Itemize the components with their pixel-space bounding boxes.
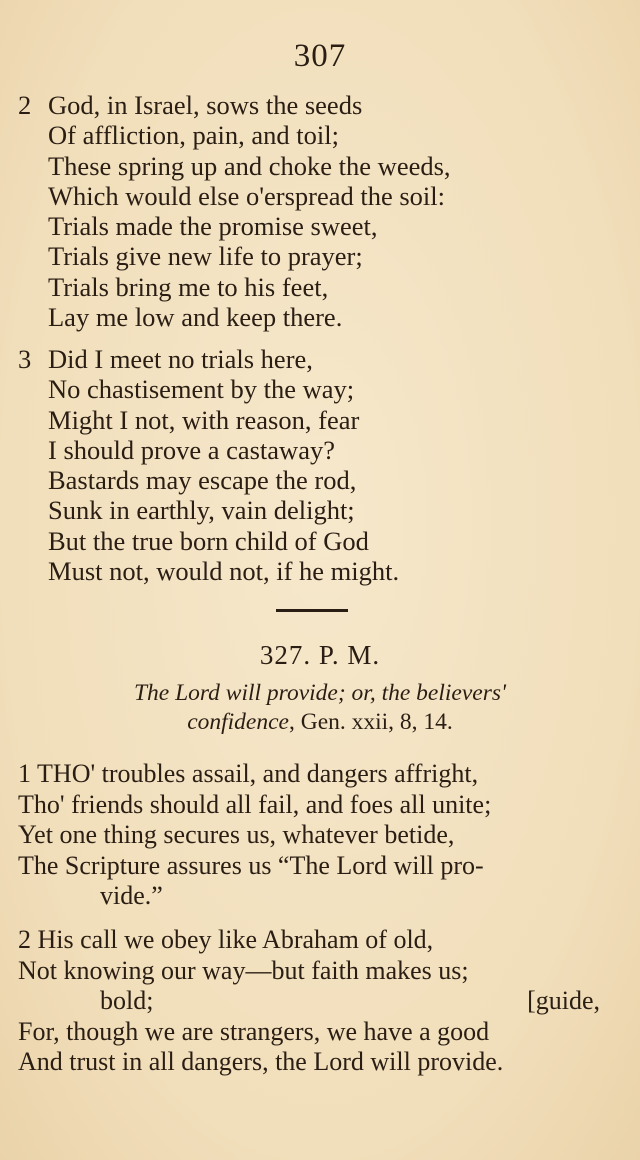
verse-turnunder: [guide,	[527, 986, 600, 1015]
verse-line: No chastisement by the way;	[48, 374, 355, 405]
verse-line: Lay me low and keep there.	[48, 302, 343, 333]
verse-line: Might I not, with reason, fear	[48, 404, 360, 435]
verse-line: Tho' friends should all fail, and foes all unite;	[18, 789, 492, 819]
verse-line	[18, 759, 491, 790]
page-number: 307	[293, 38, 347, 74]
verse-line-text: His call we obey like Abraham of old,	[37, 925, 434, 954]
section-divider	[276, 609, 348, 612]
verse-line-text: Did I meet no trials here,	[48, 344, 313, 374]
verse-line: Sunk in earthly, vain delight;	[48, 495, 355, 526]
hymn-heading: 327. P. M.	[259, 640, 381, 670]
hymn-327-verse-1	[18, 759, 491, 912]
verse-line: I should prove a castaway?	[48, 434, 335, 465]
verse-line: Trials made the promise sweet,	[48, 211, 378, 242]
verse-turnover: bold;	[100, 986, 154, 1015]
verse-line-split	[18, 986, 600, 1017]
verse-line: Trials give new life to prayer;	[48, 241, 363, 272]
verse-line-text: God, in Israel, sows the seeds	[48, 90, 363, 120]
verse-line: Must not, would not, if he might.	[48, 556, 400, 587]
hymn-subtitle-line-2	[0, 708, 640, 737]
hymn-subtitle-line-1	[0, 679, 640, 708]
subtitle-reference: , Gen. xxii, 8, 14.	[288, 709, 453, 735]
verse-line	[18, 925, 600, 956]
verse-turnover: vide.”	[100, 881, 163, 910]
verse-number: 1	[18, 759, 31, 788]
verse-line: Trials bring me to his feet,	[48, 271, 329, 302]
verse-line: Bastards may escape the rod,	[48, 465, 357, 496]
subtitle-italic: confidence	[187, 709, 289, 735]
verse-line	[18, 344, 399, 374]
verse-line: Not knowing our way—but faith makes us;	[18, 955, 469, 985]
hymn-326-verse-2	[18, 90, 451, 332]
verse-line: Which would else o'erspread the soil:	[48, 180, 446, 211]
verse-number: 2	[18, 90, 32, 120]
verse-number: 3	[18, 344, 32, 374]
subtitle-italic: The Lord will provide; or, the believers'	[133, 680, 507, 706]
verse-line: And trust in all dangers, the Lord will provide.	[18, 1047, 504, 1076]
verse-number: 2	[18, 925, 31, 954]
verse-line: Of affliction, pain, and toil;	[48, 120, 339, 151]
verse-line: Yet one thing secures us, whatever betide,	[18, 820, 455, 849]
hymn-326-verse-3	[18, 344, 399, 586]
verse-line: The Scripture assures us “The Lord will pro-	[18, 850, 484, 880]
verse-line-text: THO' troubles assail, and dangers affright,	[37, 759, 479, 788]
verse-line: These spring up and choke the weeds,	[48, 150, 451, 181]
verse-line	[18, 90, 451, 120]
hymn-327-verse-2	[18, 925, 600, 1078]
verse-line: For, though we are strangers, we have a good	[18, 1016, 490, 1046]
verse-line: But the true born child of God	[48, 525, 369, 556]
